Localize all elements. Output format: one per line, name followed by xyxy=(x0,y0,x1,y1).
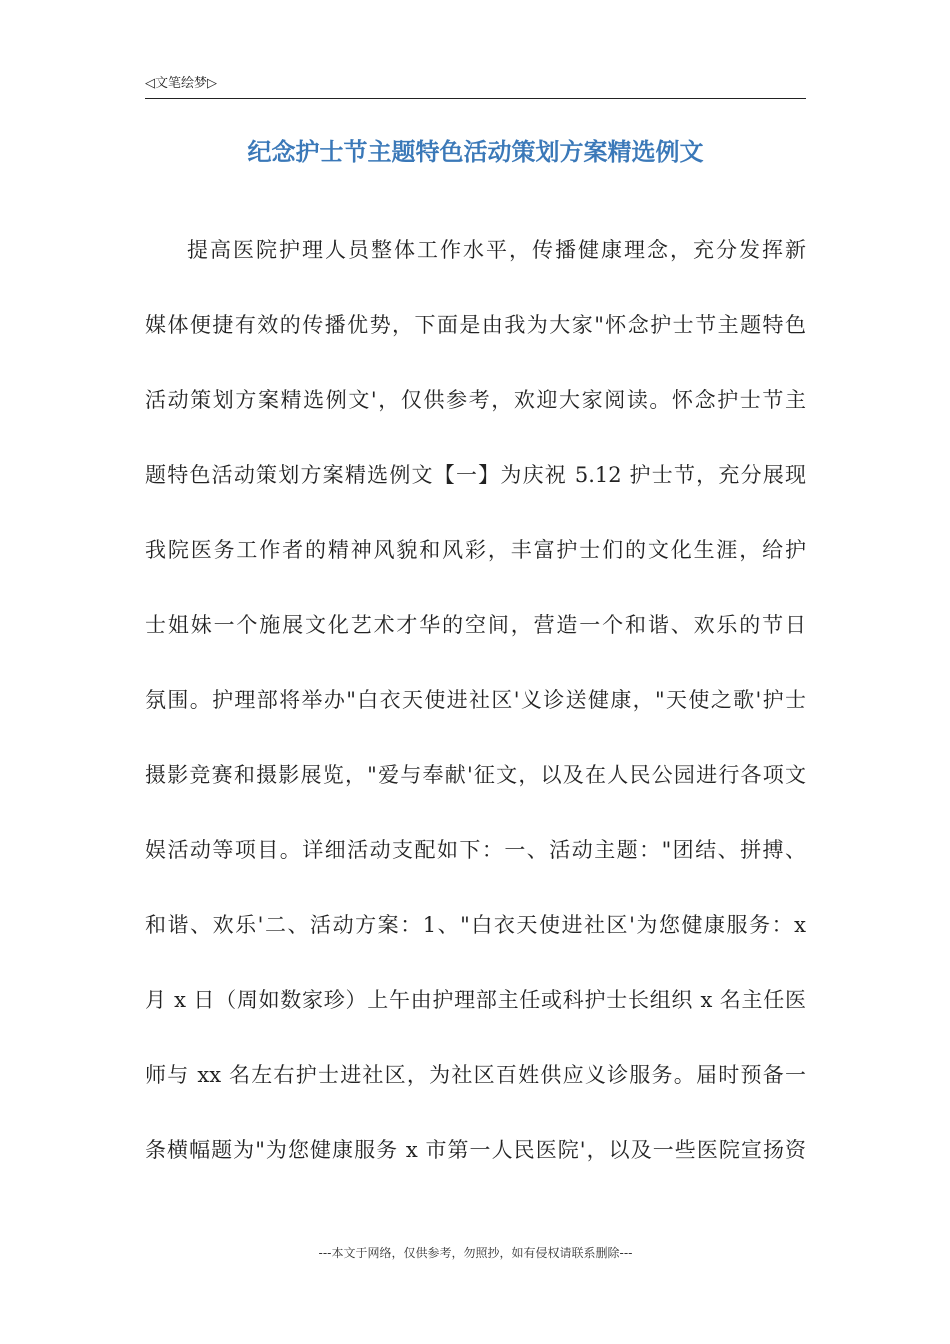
body-line: 娱活动等项目。详细活动支配如下：一、活动主题："团结、拼搏、 xyxy=(145,838,806,862)
document-title: 纪念护士节主题特色活动策划方案精选例文 xyxy=(247,138,704,166)
body-line: 和谐、欢乐'二、活动方案：1、"白衣天使进社区'为您健康服务：x xyxy=(145,913,806,937)
body-line: 摄影竞赛和摄影展览，"爱与奉献'征文，以及在人民公园进行各项文 xyxy=(145,763,806,787)
body-line: 我院医务工作者的精神风貌和风彩，丰富护士们的文化生涯，给护 xyxy=(145,538,806,562)
body-line: 氛围。护理部将举办"白衣天使进社区'义诊送健康，"天使之歌'护士 xyxy=(145,688,806,712)
header-brand: ◁文笔绘梦▷ xyxy=(145,76,217,91)
body-line: 师与 xx 名左右护士进社区，为社区百姓供应义诊服务。届时预备一 xyxy=(145,1063,806,1087)
body-line: 士姐妹一个施展文化艺术才华的空间，营造一个和谐、欢乐的节日 xyxy=(145,613,806,637)
body-line: 条横幅题为"为您健康服务 x 市第一人民医院'，以及一些医院宣扬资 xyxy=(145,1138,806,1162)
body-line: 月 x 日（周如数家珍）上午由护理部主任或科护士长组织 x 名主任医 xyxy=(145,988,806,1012)
document-body xyxy=(145,230,806,1205)
page-footer-notice: ---本文于网络，仅供参考，勿照抄，如有侵权请联系删除--- xyxy=(318,1246,633,1260)
body-line: 提高医院护理人员整体工作水平，传播健康理念，充分发挥新 xyxy=(187,238,806,262)
page-header xyxy=(145,74,806,99)
body-line: 媒体便捷有效的传播优势，下面是由我为大家"怀念护士节主题特色 xyxy=(145,313,806,337)
body-line: 题特色活动策划方案精选例文【一】为庆祝 5.12 护士节，充分展现 xyxy=(145,463,806,487)
body-line: 活动策划方案精选例文'，仅供参考，欢迎大家阅读。怀念护士节主 xyxy=(145,388,806,412)
